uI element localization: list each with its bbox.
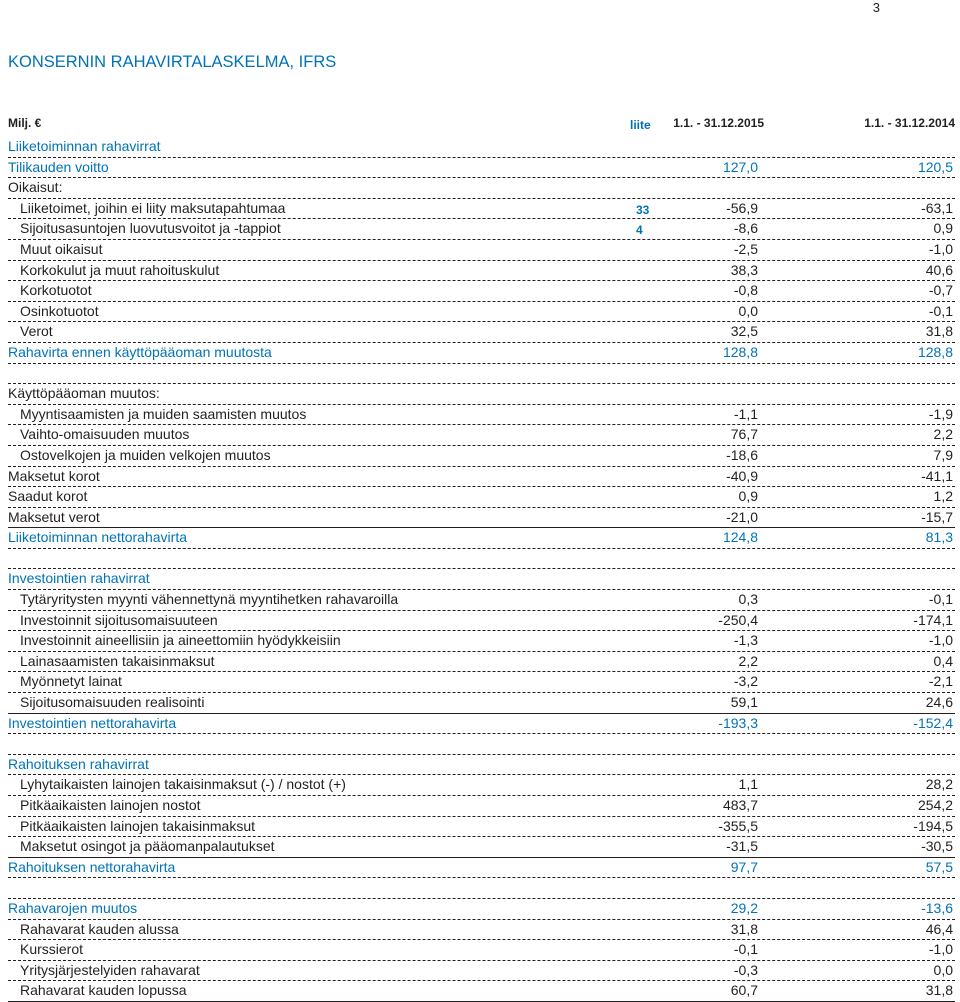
value-2015: -355,5 (718, 817, 758, 837)
value-2014: -1,9 (929, 405, 953, 425)
value-2015: 32,5 (731, 322, 758, 342)
value-2014: -63,1 (921, 199, 953, 219)
value-2015: 29,2 (731, 899, 758, 919)
value-2014: 28,2 (926, 775, 953, 795)
row-note: 4 (636, 223, 643, 238)
row-label: Ostovelkojen ja muiden velkojen muutos (8, 446, 271, 466)
value-2014: -152,4 (913, 714, 953, 734)
cash-flow-table (8, 137, 955, 1002)
value-2014: -15,7 (921, 508, 953, 528)
value-2014: 24,6 (926, 693, 953, 713)
row-label: Lainasaamisten takaisinmaksut (8, 652, 215, 672)
table-row (8, 158, 955, 179)
row-label: Vaihto-omaisuuden muutos (8, 425, 189, 445)
table-row (8, 714, 955, 735)
row-label: Oikaisut: (8, 178, 62, 198)
table-row (8, 755, 955, 776)
value-2015: -21,0 (726, 508, 758, 528)
period-2015-header: 1.1. - 31.12.2015 (673, 116, 764, 130)
period-2014-header: 1.1. - 31.12.2014 (864, 116, 955, 130)
table-row (8, 590, 955, 611)
value-2015: 1,1 (739, 775, 758, 795)
row-label: Saadut korot (8, 487, 87, 507)
table-row (8, 920, 955, 941)
row-label: Rahavarat kauden alussa (8, 920, 179, 940)
value-2015: -18,6 (726, 446, 758, 466)
value-2014: 120,5 (918, 158, 953, 178)
table-row (8, 899, 955, 920)
row-label: Investointien nettorahavirta (8, 714, 176, 734)
row-label: Kurssierot (8, 940, 83, 960)
value-2015: -0,3 (734, 961, 758, 981)
value-2014: 2,2 (934, 425, 953, 445)
table-row (8, 322, 955, 343)
table-row (8, 446, 955, 467)
value-2014: -174,1 (913, 611, 953, 631)
column-header-row (8, 113, 955, 131)
row-label: Lyhytaikaisten lainojen takaisinmaksut (-) / nostot (+) (8, 775, 346, 795)
table-row (8, 528, 955, 549)
table-row (8, 796, 955, 817)
row-label: Investoinnit aineellisiin ja aineettomiin hyödykkeisiin (8, 631, 341, 651)
row-label: Osinkotuotot (8, 302, 99, 322)
report-title: KONSERNIN RAHAVIRTALASKELMA, IFRS (8, 53, 337, 71)
table-row (8, 817, 955, 838)
value-2015: -56,9 (726, 199, 758, 219)
value-2015: 127,0 (723, 158, 758, 178)
row-label: Tilikauden voitto (8, 158, 109, 178)
value-2014: -1,0 (929, 631, 953, 651)
value-2015: 60,7 (731, 981, 758, 1001)
table-row (8, 405, 955, 426)
value-2015: -193,3 (718, 714, 758, 734)
table-row (8, 384, 955, 405)
value-2015: -31,5 (726, 837, 758, 857)
table-row (8, 302, 955, 323)
table-row (8, 611, 955, 632)
row-label: Pitkäaikaisten lainojen nostot (8, 796, 201, 816)
row-label: Korkotuotot (8, 281, 92, 301)
spacer-row (8, 878, 955, 899)
table-row (8, 508, 955, 529)
value-2014: 0,9 (934, 219, 953, 239)
row-label: Myyntisaamisten ja muiden saamisten muutos (8, 405, 306, 425)
table-row (8, 569, 955, 590)
row-label: Liiketoiminnan rahavirrat (8, 137, 161, 157)
table-row (8, 219, 955, 240)
table-row (8, 487, 955, 508)
table-row (8, 240, 955, 261)
value-2014: 1,2 (934, 487, 953, 507)
table-row (8, 631, 955, 652)
value-2015: 76,7 (731, 425, 758, 445)
row-label: Pitkäaikaisten lainojen takaisinmaksut (8, 817, 255, 837)
value-2015: -0,8 (734, 281, 758, 301)
table-row (8, 837, 955, 858)
value-2015: -2,5 (734, 240, 758, 260)
value-2014: 0,4 (934, 652, 953, 672)
row-label: Sijoitusasuntojen luovutusvoitot ja -tappiot (8, 219, 281, 239)
row-label: Maksetut verot (8, 508, 100, 528)
value-2014: -0,1 (929, 590, 953, 610)
value-2014: -30,5 (921, 837, 953, 857)
row-label: Rahoituksen nettorahavirta (8, 858, 175, 878)
row-label: Liiketoiminnan nettorahavirta (8, 528, 187, 548)
spacer-row (8, 734, 955, 755)
value-2014: 46,4 (926, 920, 953, 940)
value-2014: -1,0 (929, 940, 953, 960)
row-label: Investointien rahavirrat (8, 569, 150, 589)
value-2015: 38,3 (731, 261, 758, 281)
table-row (8, 281, 955, 302)
row-label: Tytäryritysten myynti vähennettynä myyntihetken rahavaroilla (8, 590, 398, 610)
row-label: Käyttöpääoman muutos: (8, 384, 160, 404)
value-2014: 57,5 (926, 858, 953, 878)
table-row (8, 425, 955, 446)
value-2014: 31,8 (926, 322, 953, 342)
table-row (8, 858, 955, 879)
row-label: Verot (8, 322, 53, 342)
table-row (8, 981, 955, 1002)
value-2014: -1,0 (929, 240, 953, 260)
value-2014: -41,1 (921, 467, 953, 487)
row-label: Maksetut korot (8, 467, 100, 487)
value-2014: -0,1 (929, 302, 953, 322)
value-2015: 124,8 (723, 528, 758, 548)
value-2015: 0,0 (739, 302, 758, 322)
row-label: Rahavarat kauden lopussa (8, 981, 187, 1001)
note-column-header: liite (630, 118, 651, 132)
value-2014: 31,8 (926, 981, 953, 1001)
table-row (8, 961, 955, 982)
value-2015: -3,2 (734, 672, 758, 692)
value-2015: -8,6 (734, 219, 758, 239)
value-2014: -0,7 (929, 281, 953, 301)
row-label: Sijoitusomaisuuden realisointi (8, 693, 204, 713)
value-2015: -1,1 (734, 405, 758, 425)
table-row (8, 940, 955, 961)
value-2015: 59,1 (731, 693, 758, 713)
value-2015: -40,9 (726, 467, 758, 487)
table-row (8, 261, 955, 282)
table-row (8, 672, 955, 693)
value-2015: 2,2 (739, 652, 758, 672)
row-label: Muut oikaisut (8, 240, 102, 260)
value-2014: 254,2 (918, 796, 953, 816)
row-label: Maksetut osingot ja pääomanpalautukset (8, 837, 275, 857)
value-2014: -13,6 (921, 899, 953, 919)
currency-label: Milj. € (8, 116, 42, 130)
value-2014: 7,9 (934, 446, 953, 466)
value-2014: -2,1 (929, 672, 953, 692)
value-2015: 0,9 (739, 487, 758, 507)
page-number: 3 (872, 0, 880, 15)
spacer-row (8, 549, 955, 570)
value-2014: 0,0 (934, 961, 953, 981)
row-label: Investoinnit sijoitusomaisuuteen (8, 611, 218, 631)
row-label: Rahavarojen muutos (8, 899, 137, 919)
value-2015: -250,4 (718, 611, 758, 631)
value-2015: -0,1 (734, 940, 758, 960)
table-row (8, 775, 955, 796)
table-row (8, 137, 955, 158)
value-2015: 0,3 (739, 590, 758, 610)
row-label: Myönnetyt lainat (8, 672, 122, 692)
value-2015: -1,3 (734, 631, 758, 651)
row-note: 33 (636, 202, 650, 217)
row-label: Liiketoimet, joihin ei liity maksutapahtumaa (8, 199, 285, 219)
value-2014: 81,3 (926, 528, 953, 548)
row-label: Rahavirta ennen käyttöpääoman muutosta (8, 343, 272, 363)
value-2015: 483,7 (723, 796, 758, 816)
value-2015: 31,8 (731, 920, 758, 940)
value-2014: 128,8 (918, 343, 953, 363)
row-label: Yritysjärjestelyiden rahavarat (8, 961, 200, 981)
value-2015: 128,8 (723, 343, 758, 363)
table-row (8, 343, 955, 364)
spacer-row (8, 364, 955, 385)
table-row (8, 693, 955, 714)
table-row (8, 652, 955, 673)
row-label: Korkokulut ja muut rahoituskulut (8, 261, 219, 281)
table-row (8, 199, 955, 220)
value-2014: 40,6 (926, 261, 953, 281)
value-2014: -194,5 (913, 817, 953, 837)
row-label: Rahoituksen rahavirrat (8, 755, 149, 775)
table-row (8, 467, 955, 488)
table-row (8, 178, 955, 199)
value-2015: 97,7 (731, 858, 758, 878)
